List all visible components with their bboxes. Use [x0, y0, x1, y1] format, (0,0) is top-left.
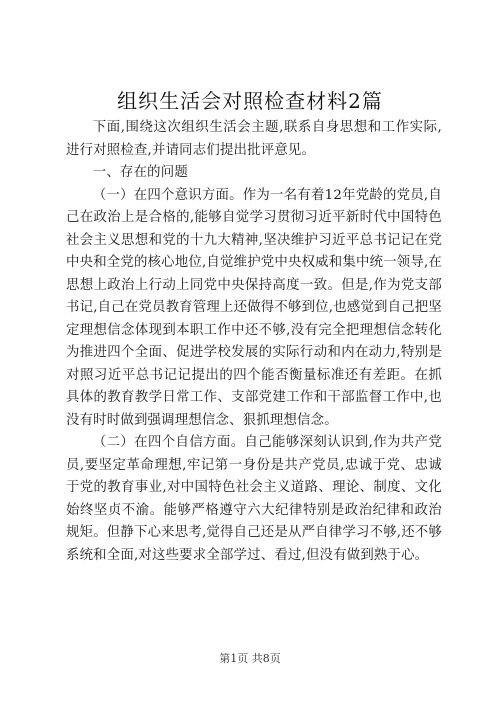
document-body — [66, 117, 442, 567]
intro-paragraph: 下面,围绕这次组织生活会主题,联系自身思想和工作实际,进行对照检查,并请同志们提出批评意见。 — [66, 120, 442, 158]
document-title: 组织生活会对照检查材料2篇 — [117, 89, 383, 113]
section-heading: 一、存在的问题 — [92, 165, 188, 180]
body-paragraph: （一）在四个意识方面。作为一名有着12年党龄的党员,自己在政治上是合格的,能够自觉学习贯彻习近平新时代中国特色社会主义思想和党的十九大精神,坚决维护习近平总书记记在党中央和全党的核心地位,自觉维护党中央权威和集中统一领导,在思想上政治上行动上同党中央保持高度一致。但是,作为党支部书记,自己在党员教育管理上还做得不够到位,也感觉到自己把坚定理想信念体现到本职工作中还不够,没有完全把理想信念转化为推进四个全面、促进学校发展的实际行动和内在动力,特别是对照习近平总书记记提出的四个能否衡量标准还有差距。在抓具体的教育教学日常工作、支部党建工作和干部监督工作中,也没有时时做到强调理想信念、狠抓理想信念。 — [66, 187, 442, 428]
body-paragraph: （二）在四个自信方面。自己能够深刻认识到,作为共产党员,要坚定革命理想,牢记第一身份是共产党员,忠诚于党、忠诚于党的教育事业,对中国特色社会主义道路、理论、制度、文化始终坚贞不渝。能够严格遵守六大纪律特别是政治纪律和政治规矩。但静下心来思考,觉得自己还是从严自律学习不够,还不够系统和全面,对这些要求全部学过、看过,但没有做到熟于心。 — [66, 435, 442, 563]
page-number: 第1页 共8页 — [219, 652, 281, 665]
